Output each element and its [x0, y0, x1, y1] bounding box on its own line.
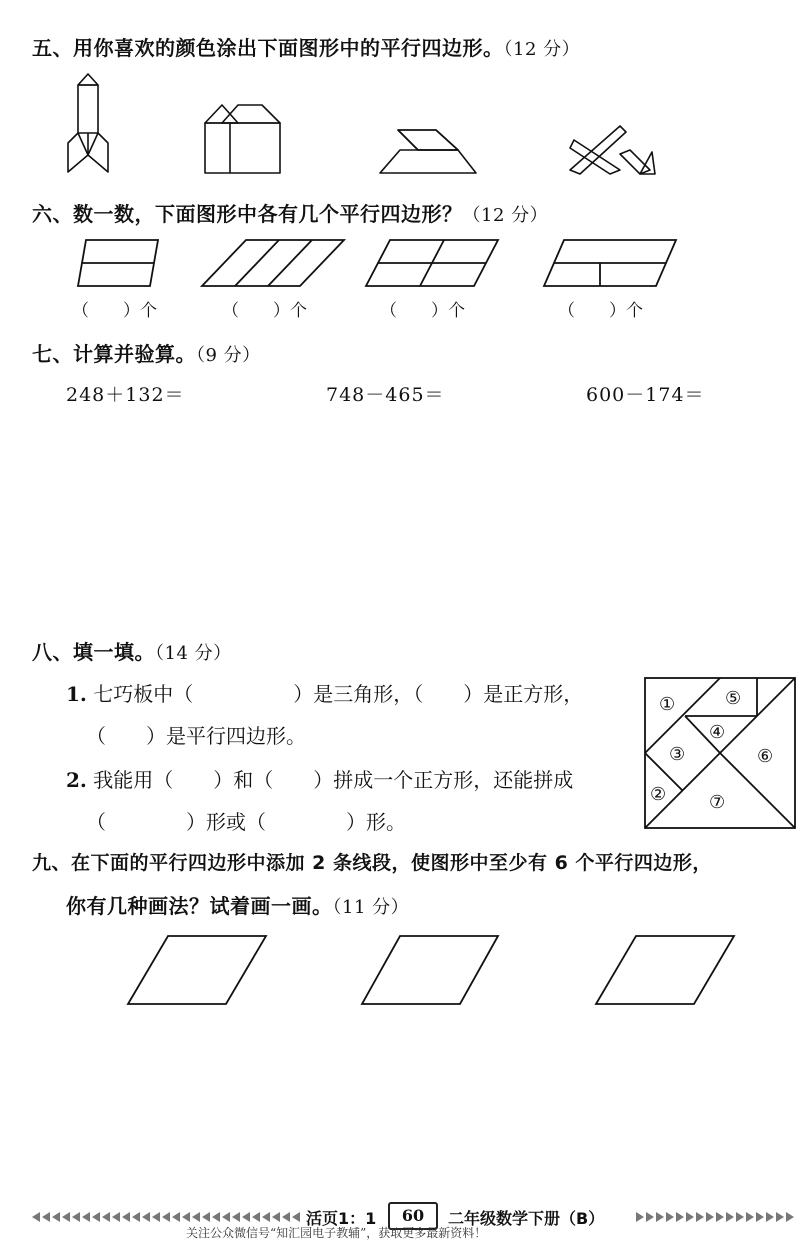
tangram-label-1: ①: [659, 694, 676, 715]
answer-blank-3[interactable]: （ ）个: [380, 301, 465, 321]
footer-arrows-left: [32, 1210, 302, 1224]
drawing-parallelogram-2[interactable]: [362, 936, 498, 1004]
tangram-figure: [645, 678, 797, 830]
drawing-parallelogram-3[interactable]: [596, 936, 734, 1004]
wechat-note: 关注公众微信号“知汇园电子教辅”，获取更多最新资料！: [186, 1226, 487, 1240]
section9-title-line1: 九、在下面的平行四边形中添加 2 条线段，使图形中至少有 6 个平行四边形，: [32, 852, 712, 874]
section6-title: 六、数一数，下面图形中各有几个平行四边形？（12 分）: [32, 202, 549, 226]
parallelogram-2: [202, 240, 344, 286]
section8-title: 八、填一填。（14 分）: [32, 640, 232, 664]
footer-right-text: 二年级数学下册（B）: [448, 1209, 605, 1228]
q1-line2: （ ）是平行四边形。: [86, 724, 306, 748]
calc-problem-3: 600－174＝: [586, 384, 705, 406]
q2-line2: （ ）形或（ ）形。: [86, 810, 406, 834]
answer-blank-2[interactable]: （ ）个: [222, 301, 307, 321]
calc-problem-2: 748－465＝: [326, 384, 445, 406]
section9-title-line2: 你有几种画法？试着画一画。（11 分）: [66, 894, 410, 918]
section5-figures: [0, 70, 800, 190]
drawing-parallelogram-1[interactable]: [128, 936, 266, 1004]
section5-title: 五、用你喜欢的颜色涂出下面图形中的平行四边形。（12 分）: [32, 36, 581, 60]
tangram-label-4: ④: [709, 722, 726, 743]
footer-left-text: 活页1：1: [306, 1209, 377, 1228]
tangram-label-6: ⑥: [757, 746, 774, 767]
house-figure: [205, 105, 280, 173]
footer-arrows-right: [636, 1210, 796, 1224]
section6-figures: [0, 236, 800, 296]
tangram-label-2: ②: [650, 784, 667, 805]
parallelogram-4: [544, 240, 676, 286]
q2-line1: 2. 我能用（ ）和（ ）拼成一个正方形，还能拼成: [66, 768, 574, 792]
trapezoid-figure: [380, 130, 476, 173]
parallelogram-1: [78, 240, 158, 286]
rocket-figure: [68, 74, 108, 172]
page-number: 60: [388, 1202, 438, 1230]
parallelogram-3: [366, 240, 498, 286]
section7-title: 七、计算并验算。（9 分）: [32, 342, 261, 366]
calc-problem-1: 248＋132＝: [66, 384, 185, 406]
tangram-label-5: ⑤: [725, 688, 742, 709]
answer-blank-4[interactable]: （ ）个: [558, 301, 643, 321]
tangram-label-3: ③: [669, 744, 686, 765]
q1-line1: 1. 七巧板中（ ）是三角形，（ ）是正方形，: [66, 682, 584, 706]
section9-parallelograms: [0, 932, 800, 1012]
answer-blank-1[interactable]: （ ）个: [72, 301, 157, 321]
tangram-label-7: ⑦: [709, 792, 726, 813]
crossing-bars-figure: [570, 126, 655, 174]
